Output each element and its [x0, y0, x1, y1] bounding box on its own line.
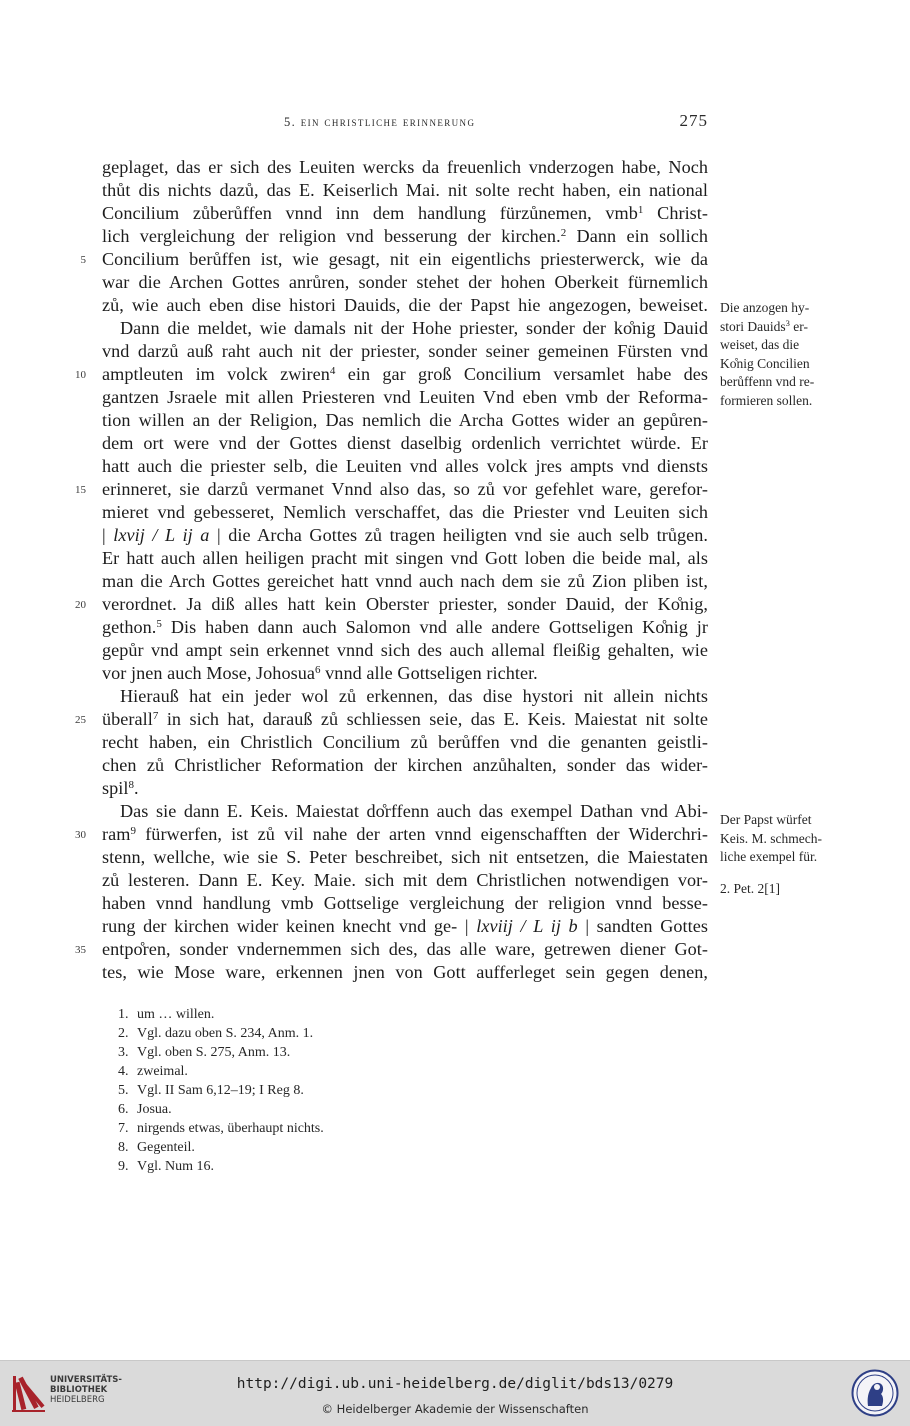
line-number: 20 [75, 599, 86, 611]
text-line: dem ort were vnd der Gottes dienst daselbig ordenlich verrichtet würde. Er [102, 433, 708, 453]
library-name: UNIVERSITÄTS- BIBLIOTHEK HEIDELBERG [50, 1375, 122, 1405]
text-line: überall$^7$ in sich hat, darauß zů schliessen seie, das E. Keis. Maiestat nit solte [102, 709, 708, 729]
page-header [100, 111, 710, 135]
margin-note-line: Die anzogen hy- [720, 300, 810, 315]
text-line: chen zů Christlicher Reformation der kirchen anzůhalten, sonder das wider- [102, 755, 708, 775]
text-line: Hierauß hat ein jeder wol zů erkennen, das dise hystori nit allein nichts [120, 686, 708, 706]
footnote-text: zweimal. [137, 1064, 188, 1079]
line-number: 5 [80, 254, 86, 266]
text-line: tion willen an der Religion, Das nemlich die Archa Gottes wider an gepůren- [102, 410, 708, 430]
text-line: war die Archen Gottes anrůren, sonder stehet der hohen Oberkeit fürnemlich [102, 272, 708, 292]
text-line: gantzen Jsraele mit allen Priesteren vnd Leuiten Vnd eben vmb der Reforma- [102, 387, 708, 407]
text-line: ram$^9$ fürwerfen, ist zů vil nahe der arten vnnd eigenschafften der Widerchri- [102, 824, 708, 844]
margin-note-line: liche exempel für. [720, 849, 818, 864]
text-line: zů lesteren. Dann E. Key. Maie. sich mit dem Christlichen notwendigen vor- [102, 870, 708, 890]
footnote-text: Vgl. Num 16. [137, 1159, 214, 1174]
text-line: amptleuten im volck zwiren$^4$ ein gar groß Concilium versamlet habe des [102, 364, 708, 384]
text-line: geplaget, das er sich des Leuiten wercks da freuenlich vnderzogen habe, Noch [102, 157, 708, 177]
text-line: zů, wie auch eben dise histori Dauids, die der Papst hie angezogen, beweiset. [102, 295, 708, 315]
text-line: Dann die meldet, wie damals nit der Hohe priester, sonder der ko̊nig Dauid [120, 318, 708, 338]
footnote-number: 3. [118, 1045, 129, 1060]
footnote-number: 9. [118, 1159, 129, 1174]
text-line: recht haben, ein Christlich Concilium zů berůffen vnd die genanten geistli- [102, 732, 708, 752]
text-line: Das sie dann E. Keis. Maiestat do̊rffenn auch das exempel Dathan vnd Abi- [120, 801, 708, 821]
text-line: vor jnen auch Mose, Johosua$^6$ vnnd alle Gottseligen richter. [102, 663, 538, 683]
margin-note-reference [720, 880, 850, 899]
footnote-number: 1. [118, 1007, 129, 1022]
footnote-number: 4. [118, 1064, 129, 1079]
text-line: hatt auch die priester selb, die Leuiten vnd alles volck jres ampts vnd diensts [102, 456, 708, 476]
text-line: vnd darzů auß raht auch nit der priester, sonder seiner gemeinen Fürsten vnd [102, 341, 708, 361]
text-line: Concilium berůffen ist, wie gesagt, nit ein eigentlichs priesterwerck, wie da [102, 249, 708, 269]
footnote-text: Vgl. II Sam 6,12–19; I Reg 8. [137, 1083, 304, 1098]
text-line: gethon.$^5$ Dis haben dann auch Salomon vnd alle andere Gottseligen Ko̊nig jr [102, 617, 708, 637]
text-line: gepůr vnd ampt sein erkennet vnnd sich des auch allemal fleißig gehalten, wie [102, 640, 708, 660]
footnote-number: 6. [118, 1102, 129, 1117]
main-text [102, 156, 708, 984]
text-line: stenn, wellche, wie sie S. Peter beschreibet, sich nit entsetzen, die Maiestaten [102, 847, 708, 867]
text-line: erinneret, sie darzů vermanet Vnnd also das, so zů vor gefehlet ware, gerefor- [102, 479, 708, 499]
line-number: 25 [75, 714, 86, 726]
footnote-text: Vgl. dazu oben S. 234, Anm. 1. [137, 1026, 314, 1041]
line-number: 30 [75, 829, 86, 841]
footnote-text: Gegenteil. [137, 1140, 195, 1155]
footnote-number: 7. [118, 1121, 129, 1136]
footnote-text: um … willen. [137, 1007, 215, 1022]
text-line: spil$^8$. [102, 778, 139, 798]
margin-note-line: stori Dauids$^3$ er- [720, 317, 808, 334]
text-line: Concilium zůberůffen vnnd inn dem handlung fürzůnemen, vmb$^1$ Christ- [102, 203, 709, 223]
margin-note-line: berůffenn vnd re- [720, 374, 815, 389]
permalink-url[interactable]: http://digi.ub.uni-heidelberg.de/diglit/bds13/0279 [236, 1376, 674, 1392]
footnote-number: 5. [118, 1083, 129, 1098]
academy-seal-icon [851, 1369, 899, 1417]
copyright-notice: © Heidelberger Akademie der Wissenschaften [321, 1402, 589, 1416]
line-number: 35 [75, 944, 86, 956]
margin-note-papst [720, 811, 850, 867]
footnote [118, 1138, 678, 1157]
footnote [118, 1024, 678, 1043]
footnote [118, 1081, 678, 1100]
footnote-number: 2. [118, 1026, 129, 1041]
text-line: tes, wie Mose ware, erkennen jnen von Gott aufferleget sein gegen denen, [102, 962, 708, 982]
margin-note-line: Keis. M. schmech- [720, 830, 822, 846]
text-line: thůt dis nichts dazů, das E. Keiserlich Mai. nit solte recht haben, ein national [102, 180, 708, 200]
text-line: Er hatt auch allen heiligen pracht mit singen vnd Gott loben die beide mal, als [102, 548, 708, 568]
text-line: man die Arch Gottes gereichet hatt vnnd auch nach dem sie zů Zion pliben ist, [102, 571, 708, 591]
footnote-text: Vgl. oben S. 275, Anm. 13. [137, 1045, 291, 1060]
footnote [118, 1043, 678, 1062]
line-number: 15 [75, 484, 86, 496]
margin-note-line: 2. Pet. 2[1] [720, 881, 780, 896]
text-line: | lxvij / L ij a | die Archa Gottes zů tragen heiligten vnd sie auch selb trůgen. [102, 525, 708, 545]
footnote [118, 1005, 678, 1024]
text-line: verordnet. Ja diß alles hatt kein Oberster priester, sonder Dauid, der Ko̊nig, [102, 594, 708, 614]
text-line: haben vnnd handlung vmb Gottselige vergleichung der religion vnnd besse- [102, 893, 708, 913]
text-line: entpo̊ren, sonder vndernemmen sich des, das alle ware, getrewen diener Got- [102, 939, 708, 959]
margin-note-line: Ko̊nig Concilien [720, 355, 810, 371]
footnote [118, 1100, 678, 1119]
running-head: 5. ein christliche erinnerung [284, 115, 476, 129]
footnote [118, 1119, 678, 1138]
footnote [118, 1062, 678, 1081]
margin-note-line: formieren sollen. [720, 392, 813, 408]
margin-note-line: Der Papst würfet [720, 812, 812, 827]
footer-bar [0, 1360, 910, 1426]
text-line: mieret vnd gebesseret, Nemlich verschaffet, das die Priester vnd Leuiten sich [102, 502, 708, 522]
footnote-text: Josua. [137, 1102, 172, 1117]
text-line: lich vergleichung der religion vnd besserung der kirchen.$^2$ Dann ein sollich [102, 226, 708, 246]
footnote-text: nirgends etwas, überhaupt nichts. [137, 1121, 324, 1136]
footnote [118, 1157, 678, 1176]
page-number: 275 [679, 111, 708, 130]
text-line: rung der kirchen wider keinen knecht vnd ge- | lxviij / L ij b | sandten Gottes [102, 916, 708, 936]
margin-note-line: weiset, das die [720, 337, 800, 352]
line-number: 10 [75, 369, 86, 381]
footnotes [118, 1005, 678, 1176]
margin-note-dauid [720, 299, 850, 410]
footnote-number: 8. [118, 1140, 129, 1155]
